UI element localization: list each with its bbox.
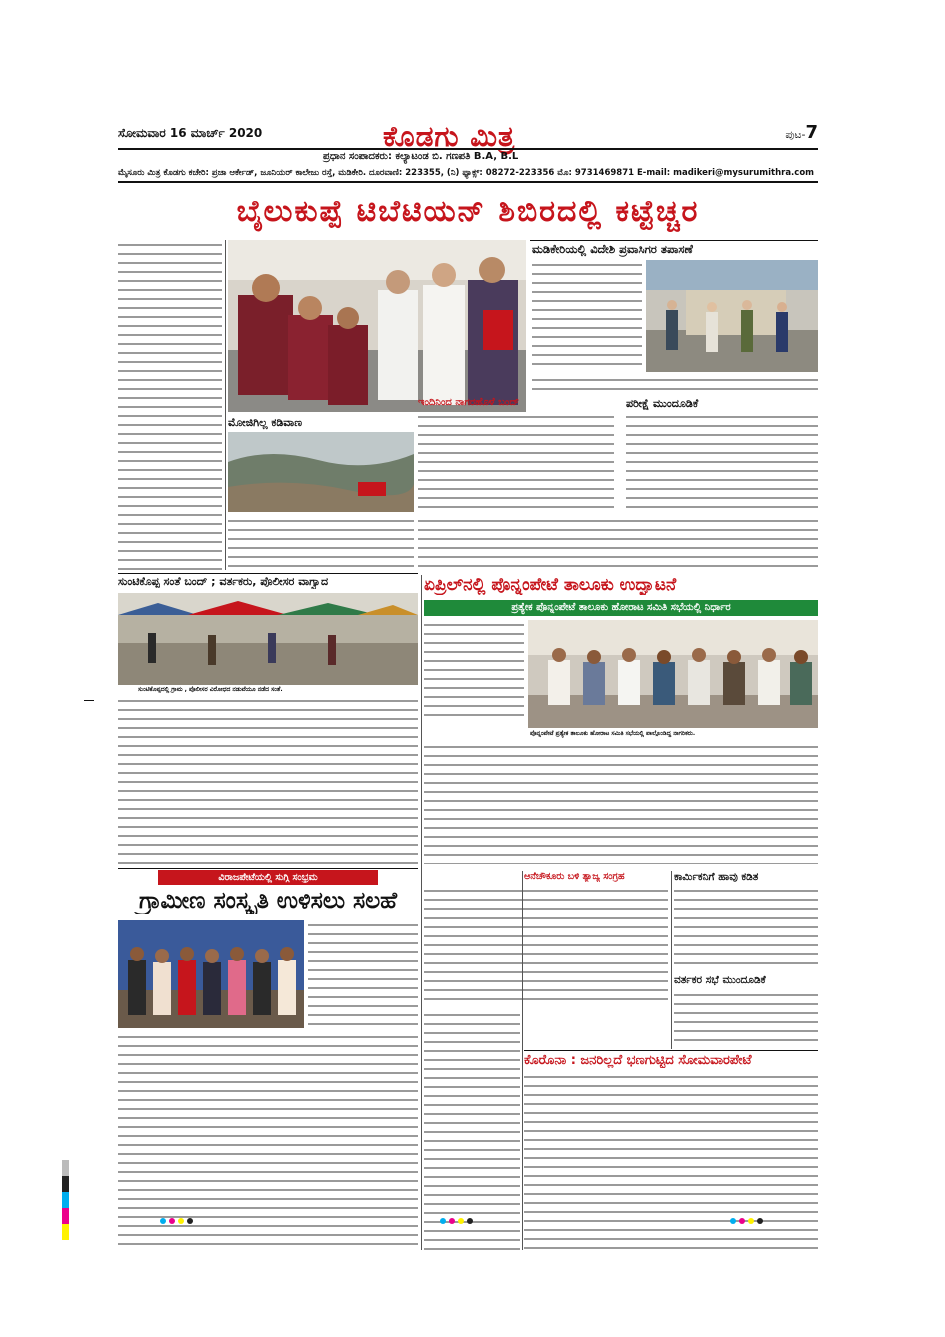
article-text [228, 516, 414, 570]
registration-dots [440, 1218, 473, 1224]
fog-headline: ಮೋಜಿಗಿಲ್ಲ ಕಡಿವಾಣ [228, 416, 413, 430]
market-photo-caption: ಸುಂಟಿಕೊಪ್ಪದಲ್ಲಿ ಗ್ರಾಮ , ಪೊಲೀಸರ ವಿರೋಧದ ನಡುವೆಯೂ ನಡೆದ ಸಂತೆ. [138, 686, 283, 693]
page-number: ಪುಟ-7 [785, 122, 818, 143]
exam-headline: ಪರೀಕ್ಷೆ ಮುಂದೂಡಿಕೆ [626, 397, 699, 410]
corona-headline: ಕೊರೊನಾ : ಜನರಿಲ್ಲದೆ ಭಣಗುಟ್ಟಿದ ಸೋಮವಾರಪೇಟೆ [524, 1053, 752, 1068]
registration-dots [160, 1218, 193, 1224]
virajpet-headline: ಗ್ರಾಮೀಣ ಸಂಸ್ಕೃತಿ ಉಳಿಸಲು ಸಲಹೆ [138, 888, 398, 914]
article-text [424, 1010, 520, 1250]
article-text [118, 696, 418, 864]
article-text [674, 886, 818, 970]
article-text [308, 920, 418, 1028]
tourists-photo [646, 260, 818, 372]
article-text [626, 412, 818, 512]
meeting-photo-caption: ಪೊನ್ನಂಪೇಟೆ ಪ್ರತ್ಯೇಕ ತಾಲೂಕು ಹೋರಾಟ ಸಮಿತಿ ಸಭೆಯಲ್ಲಿ ಪಾಲ್ಗೊಂಡಿದ್ದ ನಾಗರಿಕರು. [530, 730, 696, 737]
monks-photo [228, 240, 526, 412]
ponnampet-headline: ಏಪ್ರಿಲ್‌ನಲ್ಲಿ ಪೊನ್ನಂಪೇಟೆ ತಾಲೂಕು ಉದ್ಘಾಟನೆ [424, 575, 677, 595]
ponnampet-subheadline: ಪ್ರತ್ಯೇಕ ಪೊನ್ನಂಪೇಟೆ ತಾಲೂಕು ಹೋರಾಟ ಸಮಿತಿ ಸಭೆಯಲ್ಲಿ ನಿರ್ಧಾರ [424, 600, 818, 616]
santhe-headline: ಸುಂಟಿಕೊಪ್ಪ ಸಂತೆ ಬಂದ್ ; ವರ್ತಕರು, ಪೊಲೀಸರ ವಾಗ್ವಾದ [118, 575, 329, 588]
article-text [418, 516, 818, 570]
elephant-headline: ಆನೆಚೌಕೂರು ಬಳಿ ತ್ಯಾಜ್ಯ ಸಂಗ್ರಹ [524, 871, 625, 882]
contact-line: ಮೈಸೂರು ಮಿತ್ರ ಕೊಡಗು ಕಚೇರಿ: ಪ್ರಜಾ ಆರ್ಕೇಡ್, ಜೂನಿಯರ್ ಕಾಲೇಜು ರಸ್ತೆ, ಮಡಿಕೇರಿ. ದೂರವಾಣಿ: 223355, (ನಿ) ಫ್ಯಾಕ್ಸ್: 08272-223356 ಮೊ: 9731469871 E-mail: madikeri@mysurumithra.com [118, 168, 818, 183]
foreign-check-headline: ಮಡಿಕೇರಿಯಲ್ಲಿ ವಿದೇಶಿ ಪ್ರವಾಸಿಗರ ತಪಾಸಣೆ [532, 242, 693, 256]
article-text [424, 620, 524, 720]
masthead: ಕೊಡಗು ಮಿತ್ರ [383, 120, 516, 153]
article-text [418, 412, 614, 512]
banner-headline: ಬೈಲುಕುಪ್ಪೆ ಟಿಬೆಟಿಯನ್ ಶಿಬಿರದಲ್ಲಿ ಕಟ್ಟೆಚ್ಚರ [236, 194, 700, 229]
issue-date: ಸೋಮವಾರ 16 ಮಾರ್ಚ್ 2020 [118, 126, 263, 140]
newspaper-page [118, 120, 818, 1250]
hill-photo [228, 432, 414, 512]
worker-headline: ಕಾರ್ಮಿಕನಿಗೆ ಹಾವು ಕಡಿತ [674, 871, 759, 883]
article-text [424, 886, 668, 1006]
festival-photo [118, 920, 304, 1028]
article-text [524, 1072, 818, 1250]
article-text [424, 742, 818, 864]
editor-line: ಪ್ರಧಾನ ಸಂಪಾದಕರು: ಕಲ್ಯಾಟಂಡ ಬಿ. ಗಣಪತಿ B.A, B.L [323, 151, 519, 162]
crop-mark [84, 700, 94, 701]
article-text [532, 260, 642, 372]
article-text [674, 990, 818, 1046]
article-text [118, 240, 222, 570]
meeting-photo [528, 620, 818, 728]
color-bar [62, 1160, 69, 1240]
article-text [532, 375, 818, 393]
market-photo [118, 593, 418, 685]
virajpet-kicker: ವಿರಾಜಪೇಟೆಯಲ್ಲಿ ಸುಗ್ಗಿ ಸಂಭ್ರಮ [158, 870, 378, 885]
traders-headline: ವರ್ತಕರ ಸಭೆ ಮುಂದೂಡಿಕೆ [674, 974, 766, 986]
nagarahole-headline: ಇಂದಿನಿಂದ ನಾಗರಹೊಳೆ ಬಂದ್ [418, 397, 520, 408]
registration-dots [730, 1218, 763, 1224]
